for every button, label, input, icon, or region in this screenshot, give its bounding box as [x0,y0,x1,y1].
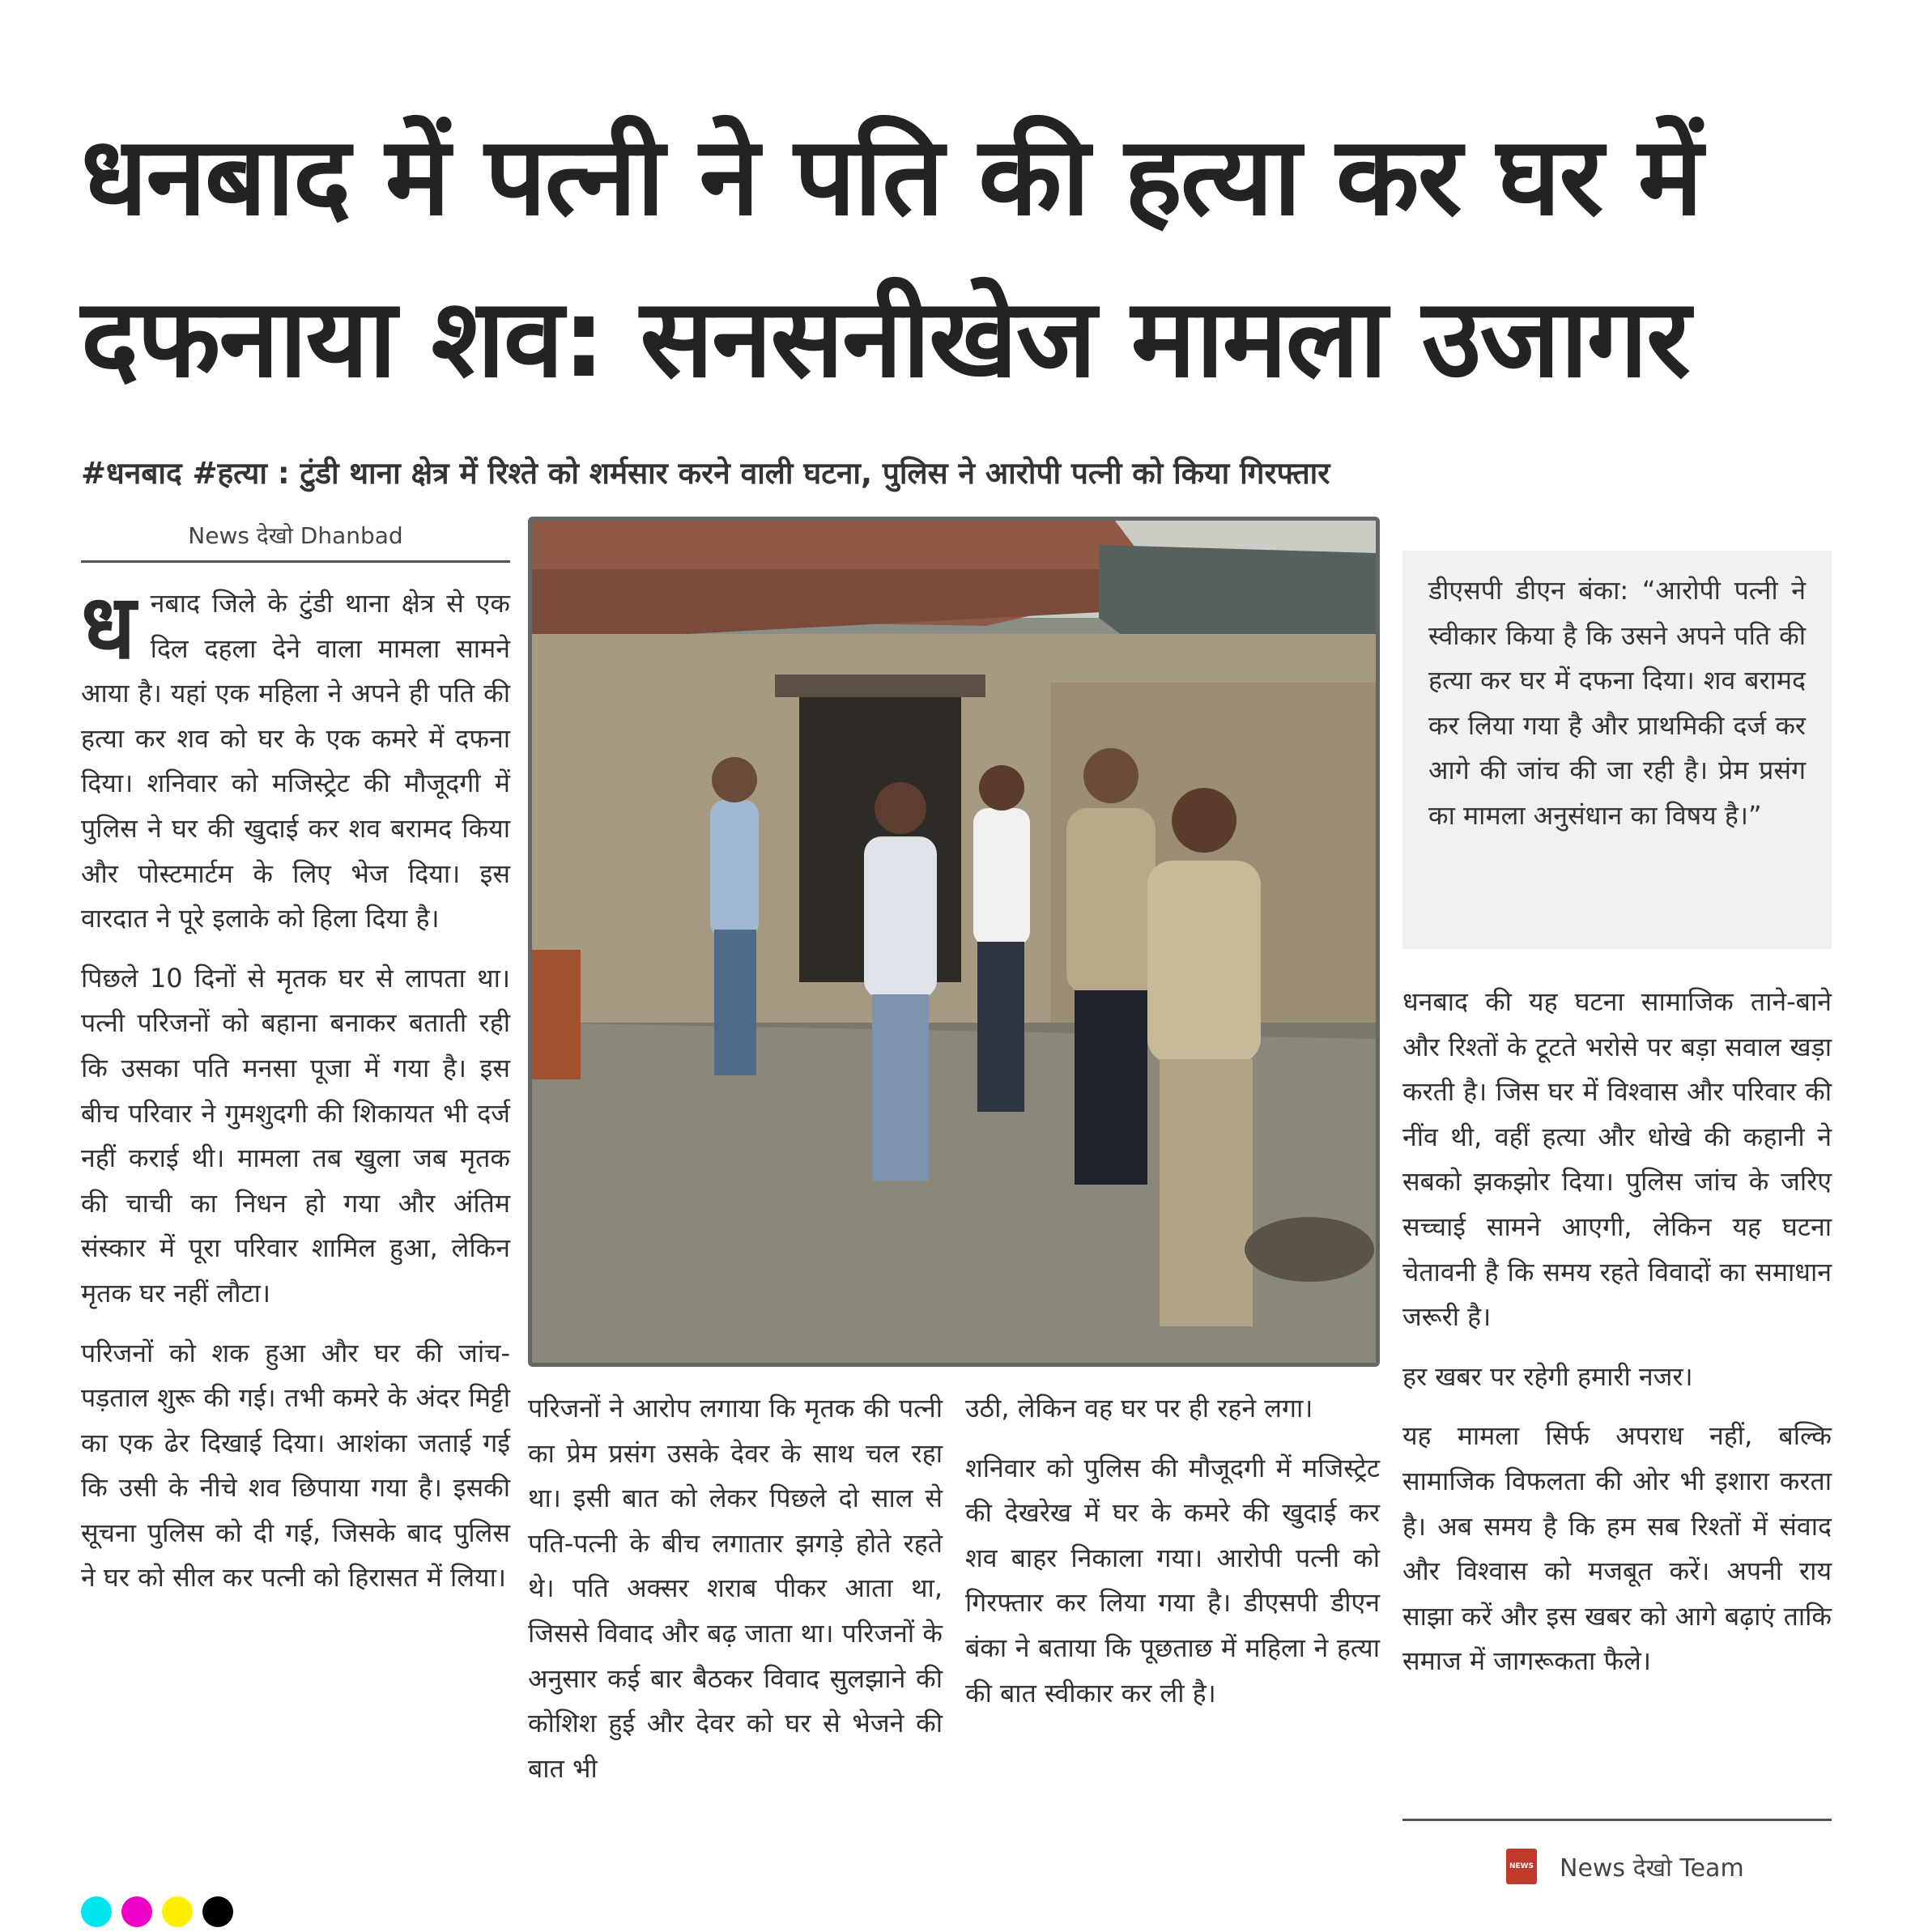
magenta-dot [121,1896,152,1927]
column-3 [965,1386,1380,1730]
paragraph-2: पिछले 10 दिनों से मृतक घर से लापता था। पत्नी परिजनों को बहाना बनाकर बताती रही कि उसका पति मनसा पूजा में गया है। इस बीच परिवार ने गुमशुदगी की शिकायत भी दर्ज नहीं कराई थी। मामला तब खुला जब मृतक की चाची का निधन हो गया और अंतिम संस्कार में पूरा परिवार शामिल हुआ, लेकिन मृतक घर नहीं लौटा। [81,962,510,1309]
paragraph-5: उठी, लेकिन वह घर पर ही रहने लगा। [965,1393,1313,1423]
byline: News देखो Dhanbad [188,522,403,549]
byline-rule [81,560,510,563]
article-photo [528,517,1380,1367]
headline: धनबाद में पत्नी ने पति की हत्या कर घर में दफनाया शव: सनसनीखेज मामला उजागर [81,113,1701,402]
footer-credit [1506,1846,1744,1887]
footer-team-name: News देखो Team [1560,1853,1744,1883]
column-1 [81,575,510,1615]
paragraph-7: धनबाद की यह घटना सामाजिक ताने-बाने और रिश्तों के टूटते भरोसे पर बड़ा सवाल खड़ा करती है। जिस घर में विश्वास और परिवार की नींव थी, वहीं हत्या और धोखे की कहानी ने सबको झकझोर दिया। पुलिस जांच के जरिए सच्चाई सामने आएगी, लेकिन यह घटना चेतावनी है कि समय रहते विवादों का समाधान जरूरी है। [1402,986,1832,1333]
police-at-house-photo [532,521,1376,1363]
footer-rule [1402,1819,1832,1821]
news-logo-icon [1506,1849,1537,1884]
drop-cap: ध [81,575,136,679]
paragraph-4: परिजनों ने आरोप लगाया कि मृतक की पत्नी का प्रेम प्रसंग उसके देवर के साथ चल रहा था। इसी बात को लेकर पिछले दो साल से पति-पत्नी के बीच लगातार झगड़े होते रहते थे। पति अक्सर शराब पीकर आता था, जिससे विवाद और बढ़ जाता था। परिजनों के अनुसार कई बार बैठकर विवाद सुलझाने की कोशिश हुई और देवर को घर से भेजने की बात भी [528,1393,943,1784]
paragraph-6: शनिवार को पुलिस की मौजूदगी में मजिस्ट्रेट की देखरेख में घर के कमरे की खुदाई कर शव बाहर निकाला गया। आरोपी पत्नी को गिरफ्तार कर लिया गया है। डीएसपी डीएन बंका ने बताया कि पूछताछ में महिला ने हत्या की बात स्वीकार कर ली है। [965,1452,1380,1709]
paragraph-1-text: नबाद जिले के टुंडी थाना क्षेत्र से एक दिल दहला देने वाला मामला सामने आया है। यहां एक महिला ने अपने ही पति की हत्या कर शव को घर के एक कमरे में दफना दिया। शनिवार को मजिस्ट्रेट की मौजूदगी में पुलिस ने घर की खुदाई कर शव बरामद किया और पोस्टमार्टम के लिए भेज दिया। इस वारदात ने पूरे इलाके को हिला दिया है। [81,588,510,934]
paragraph-8: हर खबर पर रहेगी हमारी नजर। [1402,1360,1693,1392]
column-4 [1402,980,1832,1699]
cmyk-registration-dots [81,1896,233,1927]
cyan-dot [81,1896,112,1927]
logo-text: NEWS [1509,1862,1534,1870]
pull-quote: डीएसपी डीएन बंका: “आरोपी पत्नी ने स्वीकार किया है कि उसने अपने पति की हत्या कर घर में दफना दिया। शव बरामद कर लिया गया है और प्राथमिकी दर्ज कर आगे की जांच की जा रही है। प्रेम प्रसंग का मामला अनुसंधान का विषय है।” [1402,551,1832,949]
black-dot [202,1896,233,1927]
yellow-dot [162,1896,193,1927]
paragraph-1 [81,575,510,942]
subheadline: #धनबाद #हत्या : टुंडी थाना क्षेत्र में रिश्ते को शर्मसार करने वाली घटना, पुलिस ने आरोपी पत्नी को किया गिरफ्तार [81,456,1330,491]
column-2 [528,1386,943,1806]
paragraph-3: परिजनों को शक हुआ और घर की जांच-पड़ताल शुरू की गई। तभी कमरे के अंदर मिट्टी का एक ढेर दिखाई दिया। आशंका जताई गई कि उसी के नीचे शव छिपाया गया है। इसकी सूचना पुलिस को दी गई, जिसके बाद पुलिस ने घर को सील कर पत्नी को हिरासत में लिया। [81,1337,510,1594]
paragraph-9: यह मामला सिर्फ अपराध नहीं, बल्कि सामाजिक विफलता की ओर भी इशारा करता है। अब समय है कि हम सब रिश्तों में संवाद और विश्वास को मजबूत करें। अपनी राय साझा करें और इस खबर को आगे बढ़ाएं ताकि समाज में जागरूकता फैले। [1402,1420,1832,1677]
